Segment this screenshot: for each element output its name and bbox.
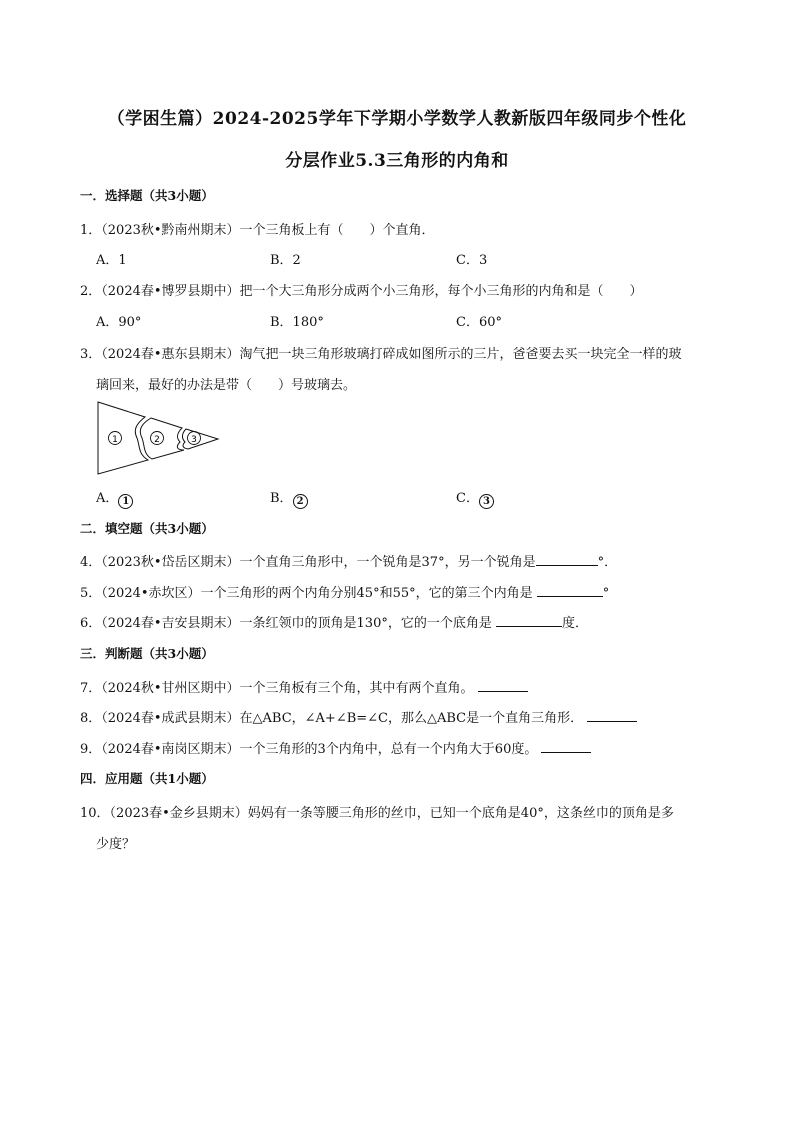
answer-blank[interactable] — [536, 553, 598, 566]
page-title-line1: （学困生篇）2024-2025学年下学期小学数学人教新版四年级同步个性化 — [107, 109, 687, 129]
fig-label-3: 3 — [191, 435, 197, 445]
question-2: 2．（2024春•博罗县期中）把一个大三角形分成两个小三角形，每个小三角形的内角和是（ ） — [80, 284, 643, 299]
question-9: 9．（2024春•南岗区期末）一个三角形的3个内角中，总有一个内角大于60度。 — [80, 738, 591, 757]
q3-option-a: A． 1 — [96, 487, 133, 509]
q1-option-b: B．2 — [270, 253, 301, 268]
circled-number-icon: 2 — [293, 494, 308, 509]
section-fill-heading: 二．填空题（共3小题） — [80, 521, 214, 536]
fig-label-1: 1 — [112, 435, 118, 445]
question-3-line2: 璃回来，最好的办法是带（ ）号玻璃去。 — [96, 378, 357, 393]
circled-number-icon: 3 — [479, 494, 494, 509]
answer-blank[interactable] — [541, 740, 591, 753]
fig-label-2: 2 — [154, 435, 160, 445]
question-3-line1: 3．（2024春•惠东县期末）淘气把一块三角形玻璃打碎成如图所示的三片，爸爸要去买一块完全一样的玻 — [80, 347, 682, 362]
answer-blank[interactable] — [496, 614, 562, 627]
question-10-line2: 少度？ — [96, 837, 136, 852]
question-5: 5．（2024•赤坎区）一个三角形的两个内角分别45°和55°，它的第三个内角是 ° — [80, 586, 610, 601]
question-7: 7．（2024秋•甘州区期中）一个三角板有三个角，其中有两个直角。 — [80, 677, 528, 696]
section-judge-heading: 三．判断题（共3小题） — [80, 646, 214, 661]
q2-option-c: C．60° — [456, 315, 502, 330]
page-title-line2: 分层作业5.3三角形的内角和 — [285, 151, 509, 171]
glass-piece-1 — [98, 402, 148, 474]
q3-option-b: B． 2 — [270, 487, 308, 509]
question-10-line1: 10．（2023春•金乡县期末）妈妈有一条等腰三角形的丝巾，已知一个底角是40°，这条丝巾的顶角是多 — [80, 806, 674, 821]
question-8: 8．（2024春•成武县期末）在△ABC，∠A+∠B=∠C，那么△ABC是一个直角三角形． — [80, 707, 637, 726]
q2-option-a: A．90° — [96, 315, 142, 330]
question-4: 4．（2023秋•岱岳区期末）一个直角三角形中，一个锐角是37°，另一个锐角是 °． — [80, 555, 618, 570]
q3-option-c: C． 3 — [456, 487, 494, 509]
answer-blank[interactable] — [587, 709, 637, 722]
answer-blank[interactable] — [478, 679, 528, 692]
answer-blank[interactable] — [537, 584, 603, 597]
circled-number-icon: 1 — [118, 494, 133, 509]
broken-glass-figure — [96, 400, 222, 476]
q2-option-b: B．180° — [270, 315, 324, 330]
q1-option-a: A．1 — [96, 253, 127, 268]
question-6: 6．（2024春•吉安县期末）一条红领巾的顶角是130°，它的一个底角是 度． — [80, 616, 588, 631]
q1-option-c: C．3 — [456, 253, 488, 268]
section-application-heading: 四．应用题（共1小题） — [80, 771, 214, 786]
glass-piece-2 — [140, 418, 184, 459]
section-choice-heading: 一．选择题（共3小题） — [80, 188, 214, 203]
question-1: 1．（2023秋•黔南州期末）一个三角板上有（ ）个直角． — [80, 223, 435, 238]
